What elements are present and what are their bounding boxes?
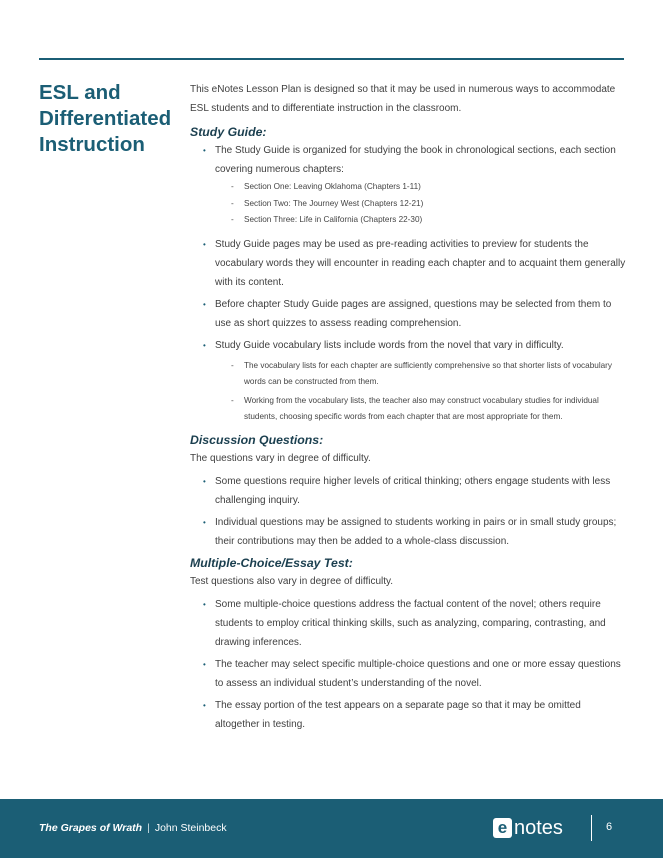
sub-list-item-text: Section One: Leaving Oklahoma (Chapters 1-11)	[244, 182, 421, 191]
discussion-heading: Discussion Questions:	[190, 432, 324, 447]
top-divider	[39, 58, 624, 60]
discussion-intro: The questions vary in degree of difficulty.	[190, 452, 371, 464]
list-item-text: The teacher may select specific multiple-choice questions and one or more essay questions to assess an individual student’s understanding of the novel.	[215, 658, 621, 689]
section-title-line-1: ESL and	[39, 81, 121, 104]
dash-icon: -	[231, 360, 234, 370]
sections-sublist	[229, 179, 626, 229]
dash-icon: -	[231, 198, 234, 208]
sub-list-item	[229, 179, 626, 196]
list-item	[190, 655, 626, 693]
vocab-sublist	[229, 358, 626, 426]
bullet-icon: •	[203, 340, 206, 350]
dash-icon: -	[231, 395, 234, 405]
list-item-text: The essay portion of the test appears on a separate page so that it may be omitted altogether in testing.	[215, 699, 581, 730]
sub-list-item-text: The vocabulary lists for each chapter are sufficiently comprehensive so that shorter lists of vocabulary words can be constructed from them.	[244, 360, 613, 386]
test-intro: Test questions also vary in degree of difficulty.	[190, 575, 394, 587]
list-item-text: Some multiple-choice questions address the factual content of the novel; others require students to employ critical thinking skills, such as analyzing, comparing, contrasting, and drawing inferences.	[215, 598, 606, 648]
page-number: 6	[606, 821, 613, 833]
list-item	[190, 235, 626, 292]
footer-author: John Steinbeck	[154, 822, 227, 834]
list-item	[190, 513, 626, 551]
bullet-icon: •	[203, 239, 206, 249]
section-title-line-3: Instruction	[39, 133, 145, 156]
section-title	[39, 80, 189, 158]
test-heading: Multiple-Choice/Essay Test:	[190, 555, 353, 570]
list-item-text: Individual questions may be assigned to students working in pairs or in small study groups; their contributions may then be added to a whole-class discussion.	[215, 516, 617, 547]
bullet-icon: •	[203, 700, 206, 710]
sub-list-item	[229, 393, 626, 426]
bullet-icon: •	[203, 659, 206, 669]
sub-list-item	[229, 196, 626, 213]
sub-list-item-text: Working from the vocabulary lists, the teacher also may construct vocabulary studies for individual students, choosing specific words from each chapter that are most appropriate for them.	[244, 395, 599, 421]
main-content	[190, 80, 626, 737]
study-guide-heading: Study Guide:	[190, 125, 267, 139]
discussion-list	[190, 472, 626, 551]
list-item-text: Some questions require higher levels of critical thinking; others engage students with less challenging inquiry.	[215, 475, 611, 506]
footer-bar	[0, 799, 663, 858]
footer-divider	[591, 815, 592, 841]
sub-list-item-text: Section Two: The Journey West (Chapters 12-21)	[244, 198, 424, 208]
list-item	[190, 472, 626, 510]
test-list	[190, 595, 626, 734]
section-title-line-2: Differentiated	[39, 107, 172, 130]
list-item-text: Study Guide pages may be used as pre-reading activities to preview for students the vocabulary words they will encounter in reading each chapter and to acquaint them generally with its content.	[215, 238, 626, 288]
list-item	[190, 336, 626, 426]
list-item	[190, 295, 626, 333]
list-item-text: Before chapter Study Guide pages are assigned, questions may be selected from them to use as short quizzes to assess reading comprehension.	[215, 298, 612, 329]
footer-citation	[39, 822, 227, 834]
bullet-icon: •	[203, 299, 206, 309]
bullet-icon: •	[203, 146, 206, 155]
dash-icon: -	[231, 182, 234, 191]
list-item-text: Study Guide vocabulary lists include words from the novel that vary in difficulty.	[215, 339, 564, 351]
intro-paragraph: This eNotes Lesson Plan is designed so that it may be used in numerous ways to accommodate ESL students and to differentiate instruction in the classroom.	[190, 84, 616, 114]
sub-list-item	[229, 212, 626, 229]
footer-separator: |	[147, 822, 150, 834]
list-item	[190, 696, 626, 734]
list-item	[190, 595, 626, 652]
footer-book-title: The Grapes of Wrath	[39, 822, 143, 834]
enotes-logo-text: notes	[514, 817, 563, 839]
study-guide-list	[190, 141, 626, 426]
sub-list-item-text: Section Three: Life in California (Chapters 22-30)	[244, 215, 423, 224]
enotes-logo-icon: e	[493, 818, 512, 838]
dash-icon: -	[231, 215, 234, 224]
sub-list-item	[229, 358, 626, 391]
bullet-icon: •	[203, 517, 206, 527]
bullet-icon: •	[203, 599, 206, 609]
list-item-text: The Study Guide is organized for studying the book in chronological sections, each section covering numerous chapters:	[215, 145, 616, 175]
bullet-icon: •	[203, 476, 206, 486]
list-item	[190, 141, 626, 229]
